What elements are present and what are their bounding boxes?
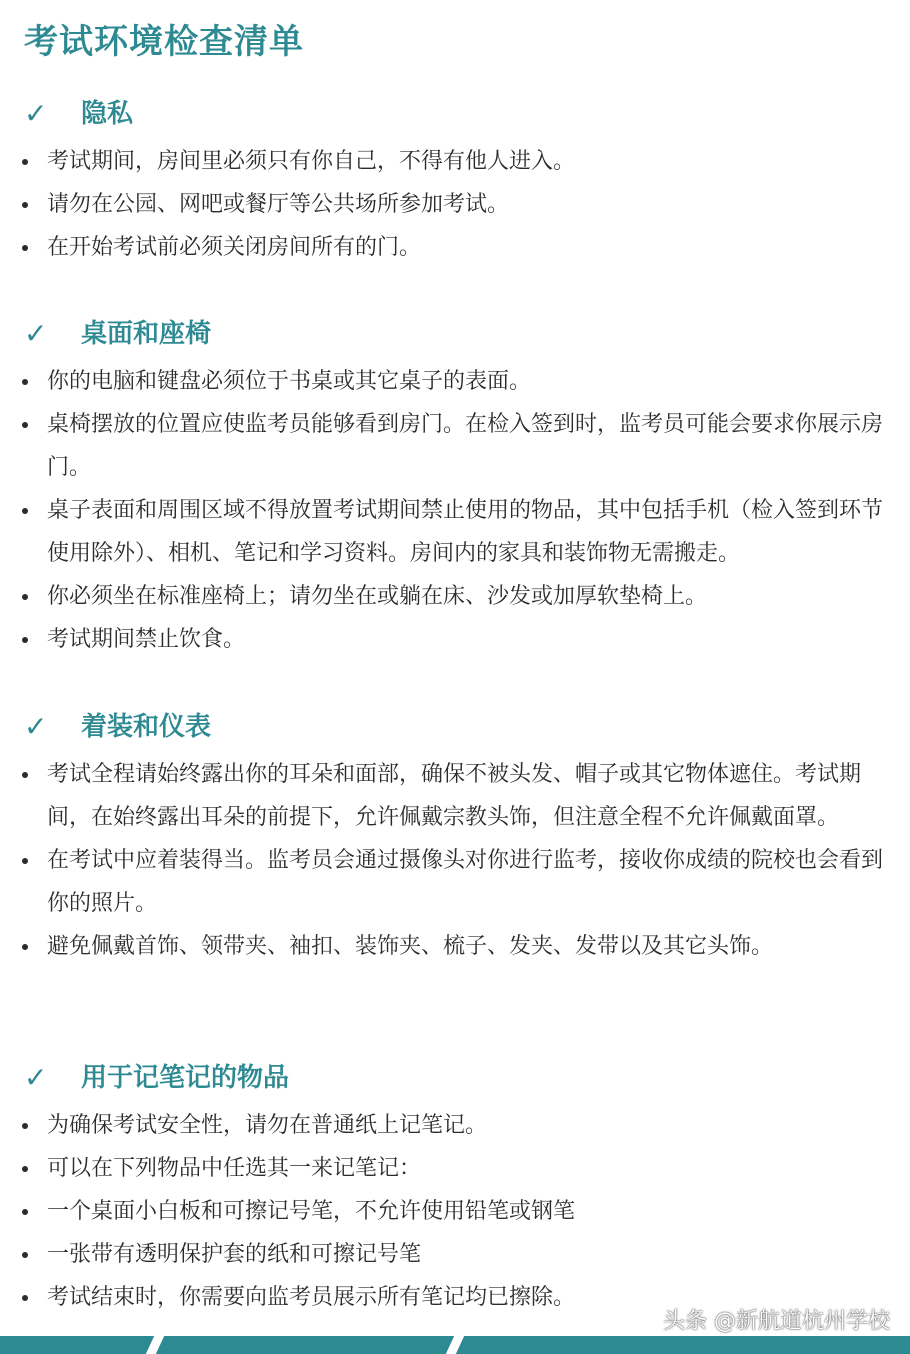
section-header — [0, 1060, 910, 1104]
item-text: 可以在下列物品中任选其一来记笔记： — [47, 1156, 422, 1181]
item-list — [0, 753, 910, 968]
bottom-bar — [0, 1336, 910, 1354]
item-list — [0, 1104, 910, 1319]
bullet-icon — [22, 1252, 28, 1258]
item-text: 避免佩戴首饰、领带夹、袖扣、装饰夹、梳子、发夹、发带以及其它头饰。 — [47, 934, 774, 959]
page-title: 考试环境检查清单 — [24, 22, 304, 62]
item-text: 一个桌面小白板和可擦记号笔，不允许使用铅笔或钢笔 — [47, 1199, 576, 1224]
list-item — [0, 618, 910, 661]
section-privacy — [0, 96, 910, 269]
bullet-icon — [22, 1209, 28, 1215]
section-header — [0, 316, 910, 360]
section-attire — [0, 709, 910, 968]
item-text: 考试期间禁止饮食。 — [47, 627, 246, 652]
item-text: 考试结束时，你需要向监考员展示所有笔记均已擦除。 — [47, 1285, 576, 1310]
section-title: 着装和仪表 — [81, 712, 212, 742]
bullet-icon — [22, 202, 28, 208]
list-item — [0, 403, 910, 489]
item-text: 在考试中应着装得当。监考员会通过摄像头对你进行监考，接收你成绩的院校也会看到你的照片。 — [47, 848, 884, 916]
check-icon: ✓ — [24, 1061, 48, 1094]
bullet-icon — [22, 1295, 28, 1301]
bullet-icon — [22, 772, 28, 778]
list-item — [0, 226, 910, 269]
bullet-icon — [22, 379, 28, 385]
item-text: 考试全程请始终露出你的耳朵和面部，确保不被头发、帽子或其它物体遮住。考试期间，在始终露出耳朵的前提下，允许佩戴宗教头饰，但注意全程不允许佩戴面罩。 — [47, 762, 862, 830]
divider-slash — [446, 1336, 464, 1354]
bullet-icon — [22, 159, 28, 165]
list-item — [0, 140, 910, 183]
watermark-text: 头条 @新航道杭州学校 — [663, 1309, 890, 1334]
bullet-icon — [22, 594, 28, 600]
list-item — [0, 1190, 910, 1233]
list-item — [0, 1104, 910, 1147]
section-header — [0, 96, 910, 140]
item-text: 一张带有透明保护套的纸和可擦记号笔 — [47, 1242, 422, 1267]
list-item — [0, 575, 910, 618]
check-icon: ✓ — [24, 97, 48, 130]
bullet-icon — [22, 1123, 28, 1129]
check-icon: ✓ — [24, 710, 48, 743]
item-text: 请勿在公园、网吧或餐厅等公共场所参加考试。 — [47, 192, 510, 217]
item-list — [0, 360, 910, 661]
item-text: 考试期间，房间里必须只有你自己，不得有他人进入。 — [47, 149, 576, 174]
list-item — [0, 183, 910, 226]
bullet-icon — [22, 422, 28, 428]
section-note-taking — [0, 1060, 910, 1319]
list-item — [0, 1233, 910, 1276]
item-list — [0, 140, 910, 269]
list-item — [0, 753, 910, 839]
list-item — [0, 489, 910, 575]
bullet-icon — [22, 1166, 28, 1172]
section-header — [0, 709, 910, 753]
check-icon: ✓ — [24, 317, 48, 350]
section-title: 隐私 — [81, 99, 134, 129]
bullet-icon — [22, 508, 28, 514]
item-text: 为确保考试安全性，请勿在普通纸上记笔记。 — [47, 1113, 488, 1138]
item-text: 你必须坐在标准座椅上；请勿坐在或躺在床、沙发或加厚软垫椅上。 — [47, 584, 708, 609]
list-item — [0, 839, 910, 925]
divider-slash — [146, 1336, 164, 1354]
bullet-icon — [22, 858, 28, 864]
list-item — [0, 925, 910, 968]
item-text: 在开始考试前必须关闭房间所有的门。 — [47, 235, 422, 260]
section-title: 用于记笔记的物品 — [81, 1063, 290, 1093]
list-item — [0, 360, 910, 403]
list-item — [0, 1147, 910, 1190]
section-title: 桌面和座椅 — [81, 319, 212, 349]
item-text: 你的电脑和键盘必须位于书桌或其它桌子的表面。 — [47, 369, 532, 394]
item-text: 桌子表面和周围区域不得放置考试期间禁止使用的物品，其中包括手机（检入签到环节使用除外）、相机、笔记和学习资料。房间内的家具和装饰物无需搬走。 — [47, 498, 884, 566]
bullet-icon — [22, 944, 28, 950]
bullet-icon — [22, 245, 28, 251]
section-desk-chair — [0, 316, 910, 661]
item-text: 桌椅摆放的位置应使监考员能够看到房门。在检入签到时，监考员可能会要求你展示房门。 — [47, 412, 884, 480]
bullet-icon — [22, 637, 28, 643]
